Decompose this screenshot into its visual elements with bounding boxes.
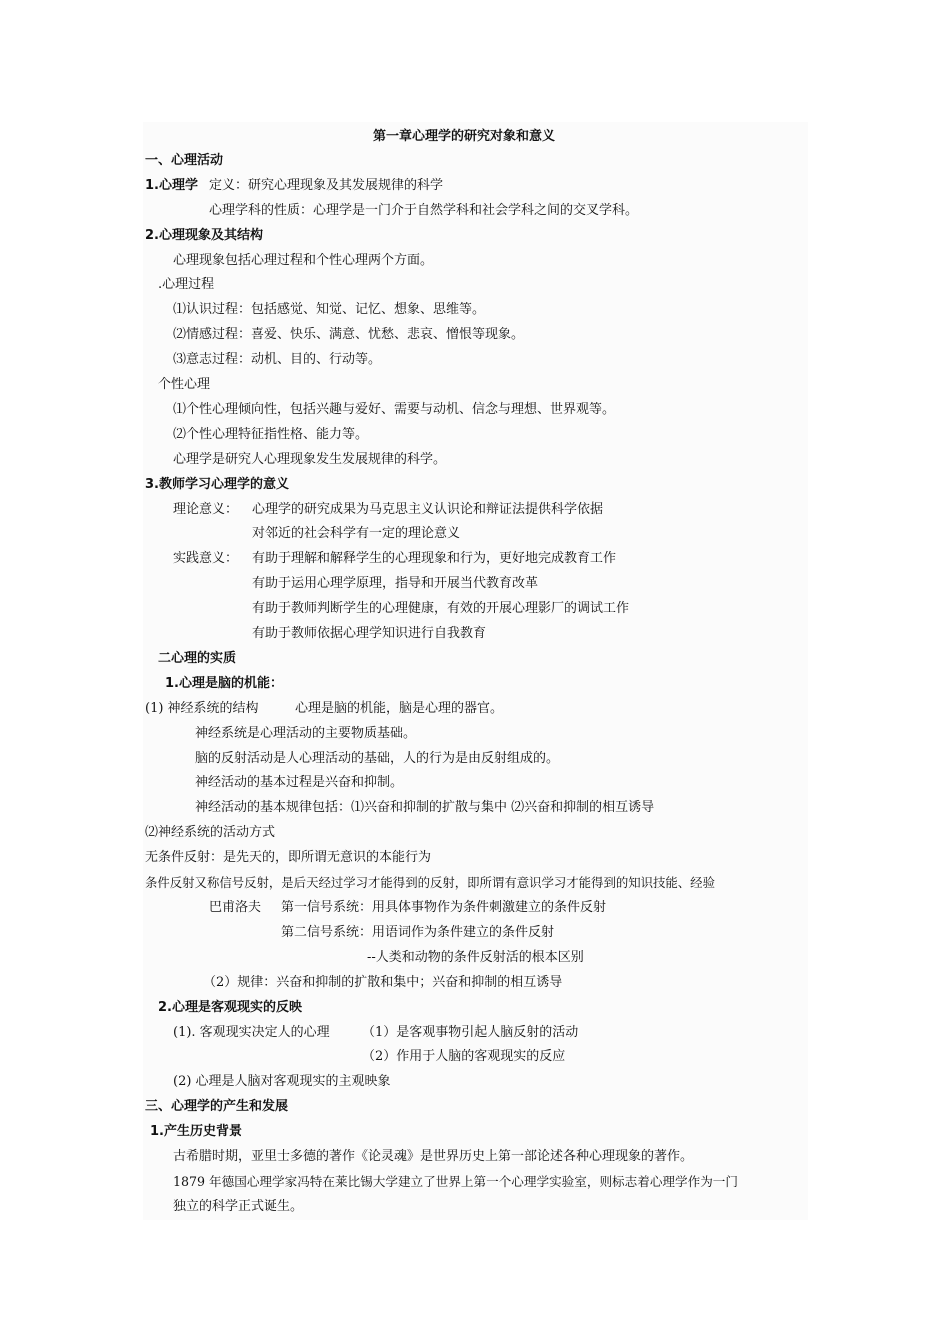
text-line: 无条件反射：是先天的，即所谓无意识的本能行为 (145, 850, 432, 865)
text-line: 有助于教师判断学生的心理健康，有效的开展心理影厂的调试工作 (252, 601, 630, 616)
text-line: 实践意义： (173, 551, 239, 566)
text-line: 心理是脑的机能，脑是心理的器官。 (295, 701, 504, 716)
text-line: 定义：研究心理现象及其发展规律的科学 (209, 178, 444, 193)
text-line: 巴甫洛夫 (209, 900, 262, 915)
text-line: 古希腊时期，亚里士多德的著作《论灵魂》是世界历史上第一部论述各种心理现象的著作。 (173, 1149, 694, 1164)
text-line: 有助于教师依据心理学知识进行自我教育 (252, 626, 487, 641)
text-line: （2）规律：兴奋和抑制的扩散和集中；兴奋和抑制的相互诱导 (203, 975, 563, 990)
text-line: (1) 神经系统的结构 (145, 701, 259, 716)
text-line: ⑵个性心理特征指性格、能力等。 (173, 427, 369, 442)
text-line: （1）是客观事物引起人脑反射的活动 (362, 1025, 579, 1040)
subsection-heading: 1.心理学 (145, 178, 198, 193)
text-line: 1879 年德国心理学家冯特在莱比锡大学建立了世界上第一个心理学实验室，则标志着心理学作为一门 (173, 1174, 738, 1189)
text-line: (1). 客观现实决定人的心理 (173, 1025, 330, 1040)
text-line: 个性心理 (158, 377, 211, 392)
section-heading: 三、心理学的产生和发展 (145, 1099, 289, 1114)
text-line: 第一信号系统：用具体事物作为条件刺激建立的条件反射 (281, 900, 607, 915)
text-line: --人类和动物的条件反射活的根本区别 (367, 950, 584, 965)
text-line: ⑶意志过程：动机、目的、行动等。 (173, 352, 382, 367)
subsection-heading: 1.心理是脑的机能： (165, 676, 283, 691)
text-line: 心理学是研究人心理现象发生发展规律的科学。 (173, 452, 447, 467)
text-line: ⑵情感过程：喜爱、快乐、满意、忧愁、悲哀、憎恨等现象。 (173, 327, 525, 342)
subsection-heading: 2.心理是客观现实的反映 (158, 1000, 302, 1015)
text-line: 有助于运用心理学原理，指导和开展当代教育改革 (252, 576, 539, 591)
text-line: ⑴认识过程：包括感觉、知觉、记忆、想象、思维等。 (173, 302, 486, 317)
text-line: ⑴个性心理倾向性，包括兴趣与爱好、需要与动机、信念与理想、世界观等。 (173, 402, 616, 417)
page-title: 第一章心理学的研究对象和意义 (373, 129, 556, 144)
text-line: 心理学的研究成果为马克思主义认识论和辩证法提供科学依据 (252, 502, 604, 517)
subsection-heading: 1.产生历史背景 (150, 1124, 242, 1139)
text-line: 心理学科的性质：心理学是一门介于自然学科和社会学科之间的交叉学科。 (209, 203, 639, 218)
section-heading: 二心理的实质 (158, 651, 237, 666)
subsection-heading: 2.心理现象及其结构 (145, 228, 263, 243)
text-line: 心理现象包括心理过程和个性心理两个方面。 (173, 253, 434, 268)
text-line: 神经活动的基本过程是兴奋和抑制。 (195, 775, 404, 790)
text-line: 独立的科学正式诞生。 (173, 1199, 304, 1214)
text-line: 神经系统是心理活动的主要物质基础。 (195, 726, 417, 741)
text-line: 对邻近的社会科学有一定的理论意义 (252, 526, 461, 541)
text-line: 神经活动的基本规律包括：⑴兴奋和抑制的扩散与集中 ⑵兴奋和抑制的相互诱导 (195, 800, 655, 815)
section-heading: 一、心理活动 (145, 153, 224, 168)
text-line: 第二信号系统：用语词作为条件建立的条件反射 (281, 925, 555, 940)
text-line: 有助于理解和解释学生的心理现象和行为，更好地完成教育工作 (252, 551, 617, 566)
subsection-heading: 3.教师学习心理学的意义 (145, 477, 289, 492)
text-line: .心理过程 (158, 277, 215, 292)
text-line: ⑵神经系统的活动方式 (145, 825, 276, 840)
text-line: (2) 心理是人脑对客观现实的主观映象 (173, 1074, 391, 1089)
text-line: 脑的反射活动是人心理活动的基础，人的行为是由反射组成的。 (195, 751, 560, 766)
text-line: 条件反射又称信号反射，是后天经过学习才能得到的反射，即所谓有意识学习才能得到的知识技能、经验 (145, 875, 715, 890)
text-line: 理论意义： (173, 502, 239, 517)
text-line: （2）作用于人脑的客观现实的反应 (362, 1049, 566, 1064)
